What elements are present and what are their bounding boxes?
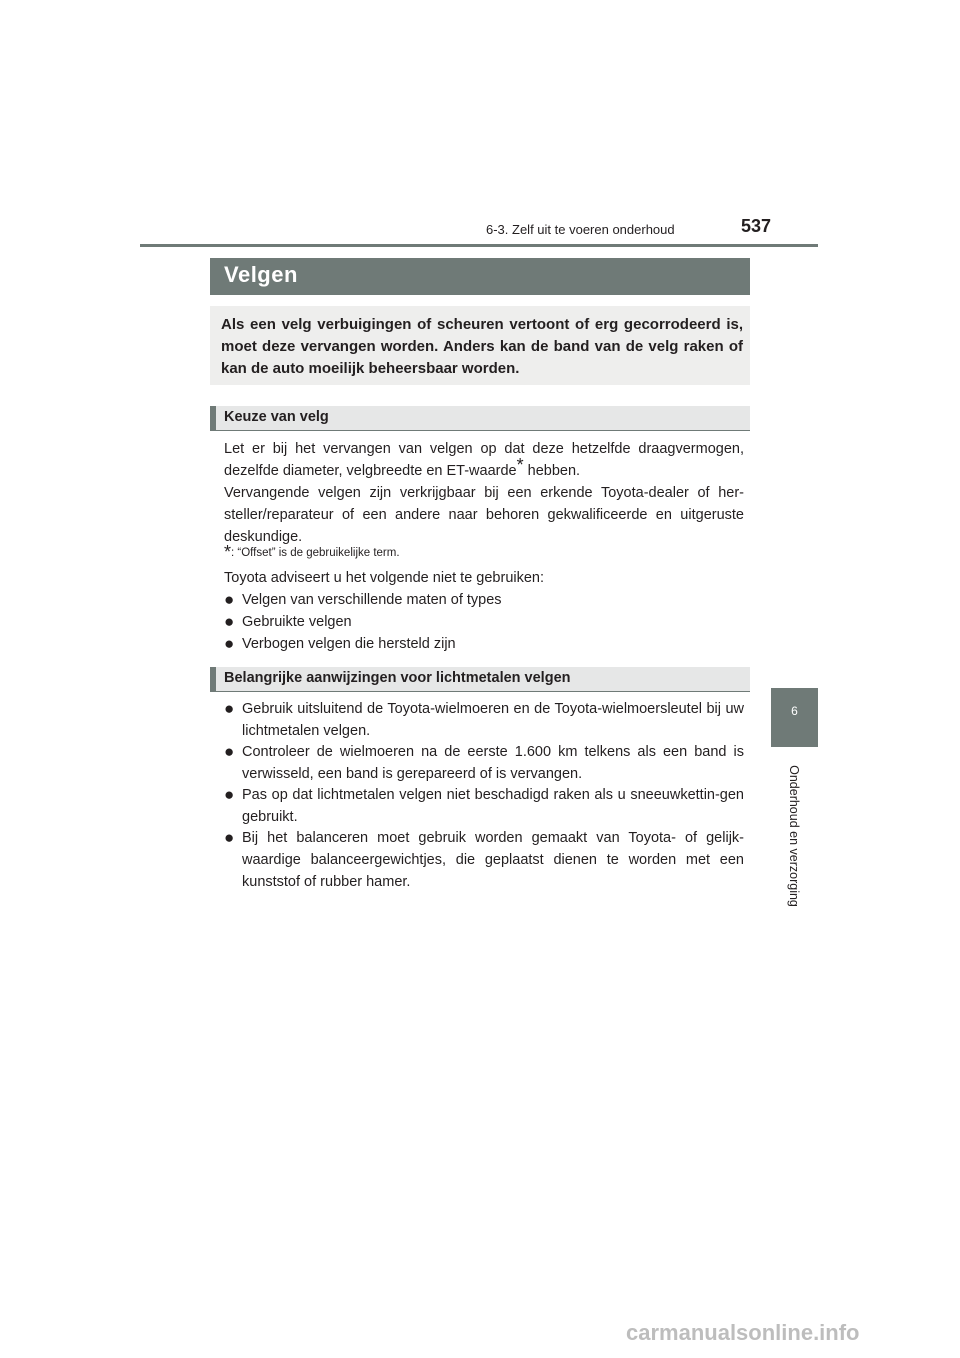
list-item-text: Pas op dat lichtmetalen velgen niet beschadigd raken als u sneeuwkettin-gen gebruikt.: [242, 787, 744, 825]
advice-text: Toyota adviseert u het volgende niet te gebruiken:: [224, 570, 545, 586]
list-item-text: Velgen van verschillende maten of types: [242, 592, 502, 608]
list-item-text: Bij het balanceren moet gebruik worden gemaakt van Toyota- of gelijk-waardige balanceergewichtjes, die geplaatst dienen te worden met een kunststof of rubber hamer.: [242, 830, 744, 890]
bullet-dot: ●: [224, 590, 235, 609]
header-section-title: 6-3. Zelf uit te voeren onderhoud: [486, 222, 675, 237]
intro-box: [210, 306, 750, 385]
chapter-tab-number: 6: [791, 704, 798, 718]
footnote-text: : “Offset” is de gebruikelijke term.: [231, 547, 400, 559]
page-title: Velgen: [224, 262, 298, 287]
bullet-dot: ●: [224, 828, 235, 847]
list-item: [224, 611, 744, 633]
watermark: carmanualsonline.info: [626, 1320, 860, 1345]
header-divider: [140, 244, 818, 247]
section-heading-accent: [210, 406, 216, 430]
paragraph-replacement: Vervangende velgen zijn verkrijgbaar bij een erkende Toyota-dealer of her-steller/reparateur of een andere naar behoren gekwalificeerde en uitgeruste deskundige.: [224, 485, 744, 545]
list-item-text: Verbogen velgen die hersteld zijn: [242, 636, 456, 652]
paragraph-rim-selection: [224, 438, 744, 482]
bullet-dot: ●: [224, 612, 235, 631]
bullet-dot: ●: [224, 699, 235, 718]
page-title-bar: [210, 258, 750, 295]
list-item-text: Gebruik uitsluitend de Toyota-wielmoeren en de Toyota-wielmoersleutel bij uw lichtmetalen velgen.: [242, 701, 744, 739]
paragraph-rim-selection-text: Let er bij het vervangen van velgen op dat deze hetzelfde draagvermogen, dezelfde diameter, velgbreedte en ET-waarde: [224, 441, 744, 479]
list-item: [224, 589, 744, 611]
asterisk-mark: *: [516, 455, 524, 476]
list-item: [224, 741, 744, 785]
chapter-tab-label: Onderhoud en verzorging: [787, 765, 801, 907]
section-heading-lichtmetalen: [210, 667, 750, 692]
footnote-star: *: [224, 542, 232, 562]
page-number: 537: [741, 216, 772, 236]
intro-text: Als een velg verbuigingen of scheuren vertoont of erg gecorrodeerd is, moet deze vervangen worden. Anders kan de band van de velg raken of kan de auto moeilijk beheersbaar worden.: [221, 316, 743, 377]
section-heading-keuze: [210, 406, 750, 431]
footnote: [224, 540, 400, 561]
list-item-text: Gebruikte velgen: [242, 614, 352, 630]
bullet-dot: ●: [224, 634, 235, 653]
paragraph-rim-selection-end: hebben.: [523, 463, 581, 479]
list-item: [224, 827, 744, 893]
section-heading-text: Belangrijke aanwijzingen voor lichtmetalen velgen: [224, 670, 571, 686]
list-item: [224, 784, 744, 828]
list-item-text: Controleer de wielmoeren na de eerste 1.600 km telkens als een band is verwisseld, een band is gerepareerd of is vervangen.: [242, 744, 744, 782]
section-heading-accent: [210, 667, 216, 691]
bullet-dot: ●: [224, 742, 235, 761]
section-heading-text: Keuze van velg: [224, 409, 329, 425]
bullet-dot: ●: [224, 785, 235, 804]
list-item: [224, 698, 744, 742]
list-item: [224, 633, 744, 655]
